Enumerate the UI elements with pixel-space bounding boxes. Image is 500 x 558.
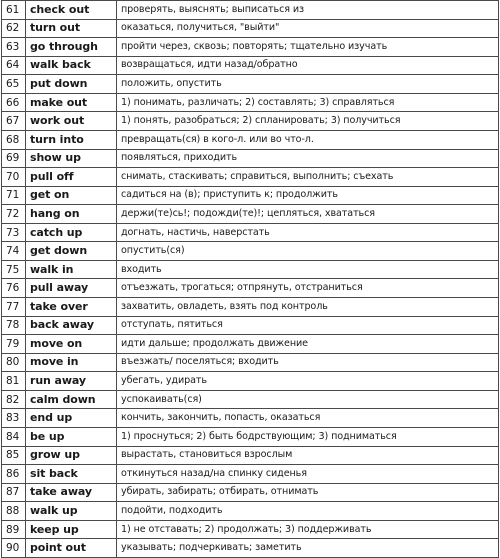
- translation-text: возвращаться, идти назад/обратно: [117, 56, 499, 75]
- translation-text: догнать, настичь, наверстать: [117, 223, 499, 242]
- row-number: 78: [2, 316, 26, 335]
- translation-text: захватить, овладеть, взять под контроль: [117, 298, 499, 317]
- table-row: [2, 298, 499, 317]
- table-row: [2, 316, 499, 335]
- phrasal-verb: pull away: [26, 279, 117, 298]
- table-row: [2, 390, 499, 409]
- row-number: 73: [2, 223, 26, 242]
- table-row: [2, 56, 499, 75]
- row-number: 75: [2, 260, 26, 279]
- row-number: 74: [2, 242, 26, 261]
- table-row: [2, 427, 499, 446]
- row-number: 77: [2, 298, 26, 317]
- translation-text: 1) проснуться; 2) быть бодрствующим; 3) подниматься: [117, 427, 499, 446]
- phrasal-verb: put down: [26, 75, 117, 94]
- row-number: 81: [2, 372, 26, 391]
- row-number: 79: [2, 335, 26, 354]
- row-number: 67: [2, 112, 26, 131]
- phrasal-verb: walk up: [26, 502, 117, 521]
- table-row: [2, 465, 499, 484]
- translation-text: вырастать, становиться взрослым: [117, 446, 499, 465]
- phrasal-verb: move on: [26, 335, 117, 354]
- translation-text: убегать, удирать: [117, 372, 499, 391]
- table-body: [2, 1, 499, 558]
- translation-text: появляться, приходить: [117, 149, 499, 168]
- table-row: [2, 205, 499, 224]
- row-number: 70: [2, 168, 26, 187]
- translation-text: снимать, стаскивать; справиться, выполнить; съехать: [117, 168, 499, 187]
- table-row: [2, 409, 499, 428]
- row-number: 66: [2, 93, 26, 112]
- table-row: [2, 223, 499, 242]
- translation-text: садиться на (в); приступить к; продолжить: [117, 186, 499, 205]
- translation-text: откинуться назад/на спинку сиденья: [117, 465, 499, 484]
- row-number: 84: [2, 427, 26, 446]
- translation-text: идти дальше; продолжать движение: [117, 335, 499, 354]
- row-number: 72: [2, 205, 26, 224]
- row-number: 62: [2, 19, 26, 38]
- row-number: 89: [2, 520, 26, 539]
- phrasal-verb: back away: [26, 316, 117, 335]
- table-row: [2, 93, 499, 112]
- translation-text: пройти через, сквозь; повторять; тщательно изучать: [117, 38, 499, 57]
- table-row: [2, 186, 499, 205]
- translation-text: опустить(ся): [117, 242, 499, 261]
- row-number: 86: [2, 465, 26, 484]
- phrasal-verb: catch up: [26, 223, 117, 242]
- translation-text: въезжать/ поселяться; входить: [117, 353, 499, 372]
- phrasal-verbs-table: [1, 0, 499, 558]
- phrasal-verb: check out: [26, 1, 117, 20]
- row-number: 64: [2, 56, 26, 75]
- table-row: [2, 1, 499, 20]
- table-row: [2, 446, 499, 465]
- table-row: [2, 260, 499, 279]
- phrasal-verb: move in: [26, 353, 117, 372]
- table-row: [2, 520, 499, 539]
- table-row: [2, 38, 499, 57]
- phrasal-verb: turn into: [26, 130, 117, 149]
- phrasal-verb: be up: [26, 427, 117, 446]
- table-row: [2, 539, 499, 558]
- phrasal-verb: turn out: [26, 19, 117, 38]
- phrasal-verb: pull off: [26, 168, 117, 187]
- table-row: [2, 242, 499, 261]
- translation-text: 1) понимать, различать; 2) составлять; 3) справляться: [117, 93, 499, 112]
- translation-text: держи(те)сь!; подожди(те)!; цепляться, хвататься: [117, 205, 499, 224]
- phrasal-verb: end up: [26, 409, 117, 428]
- phrasal-verb: keep up: [26, 520, 117, 539]
- phrasal-verb: walk back: [26, 56, 117, 75]
- table-row: [2, 75, 499, 94]
- row-number: 69: [2, 149, 26, 168]
- row-number: 82: [2, 390, 26, 409]
- translation-text: кончить, закончить, попасть, оказаться: [117, 409, 499, 428]
- row-number: 65: [2, 75, 26, 94]
- table-row: [2, 112, 499, 131]
- table-row: [2, 483, 499, 502]
- table-row: [2, 353, 499, 372]
- table-row: [2, 149, 499, 168]
- row-number: 83: [2, 409, 26, 428]
- row-number: 76: [2, 279, 26, 298]
- phrasal-verb: work out: [26, 112, 117, 131]
- translation-text: отступать, пятиться: [117, 316, 499, 335]
- table-row: [2, 168, 499, 187]
- row-number: 90: [2, 539, 26, 558]
- translation-text: положить, опустить: [117, 75, 499, 94]
- row-number: 63: [2, 38, 26, 57]
- table-row: [2, 279, 499, 298]
- table-row: [2, 502, 499, 521]
- phrasal-verb: grow up: [26, 446, 117, 465]
- row-number: 68: [2, 130, 26, 149]
- translation-text: проверять, выяснять; выписаться из: [117, 1, 499, 20]
- phrasal-verb: point out: [26, 539, 117, 558]
- row-number: 80: [2, 353, 26, 372]
- translation-text: успокаивать(ся): [117, 390, 499, 409]
- row-number: 88: [2, 502, 26, 521]
- translation-text: превращать(ся) в кого-л. или во что-л.: [117, 130, 499, 149]
- row-number: 87: [2, 483, 26, 502]
- translation-text: убирать, забирать; отбирать, отнимать: [117, 483, 499, 502]
- phrasal-verb: show up: [26, 149, 117, 168]
- translation-text: указывать; подчеркивать; заметить: [117, 539, 499, 558]
- translation-text: входить: [117, 260, 499, 279]
- table-row: [2, 335, 499, 354]
- phrasal-verb: calm down: [26, 390, 117, 409]
- translation-text: 1) не отставать; 2) продолжать; 3) поддерживать: [117, 520, 499, 539]
- phrasal-verb: go through: [26, 38, 117, 57]
- table-row: [2, 372, 499, 391]
- phrasal-verb: get on: [26, 186, 117, 205]
- table-row: [2, 19, 499, 38]
- phrasal-verb: take over: [26, 298, 117, 317]
- translation-text: отъезжать, трогаться; отпрянуть, отстраниться: [117, 279, 499, 298]
- table-row: [2, 130, 499, 149]
- translation-text: оказаться, получиться, "выйти": [117, 19, 499, 38]
- row-number: 71: [2, 186, 26, 205]
- phrasal-verb: sit back: [26, 465, 117, 484]
- phrasal-verb: hang on: [26, 205, 117, 224]
- phrasal-verb: get down: [26, 242, 117, 261]
- phrasal-verb: make out: [26, 93, 117, 112]
- row-number: 85: [2, 446, 26, 465]
- row-number: 61: [2, 1, 26, 20]
- translation-text: подойти, подходить: [117, 502, 499, 521]
- phrasal-verb: walk in: [26, 260, 117, 279]
- phrasal-verb: run away: [26, 372, 117, 391]
- translation-text: 1) понять, разобраться; 2) спланировать; 3) получиться: [117, 112, 499, 131]
- phrasal-verb: take away: [26, 483, 117, 502]
